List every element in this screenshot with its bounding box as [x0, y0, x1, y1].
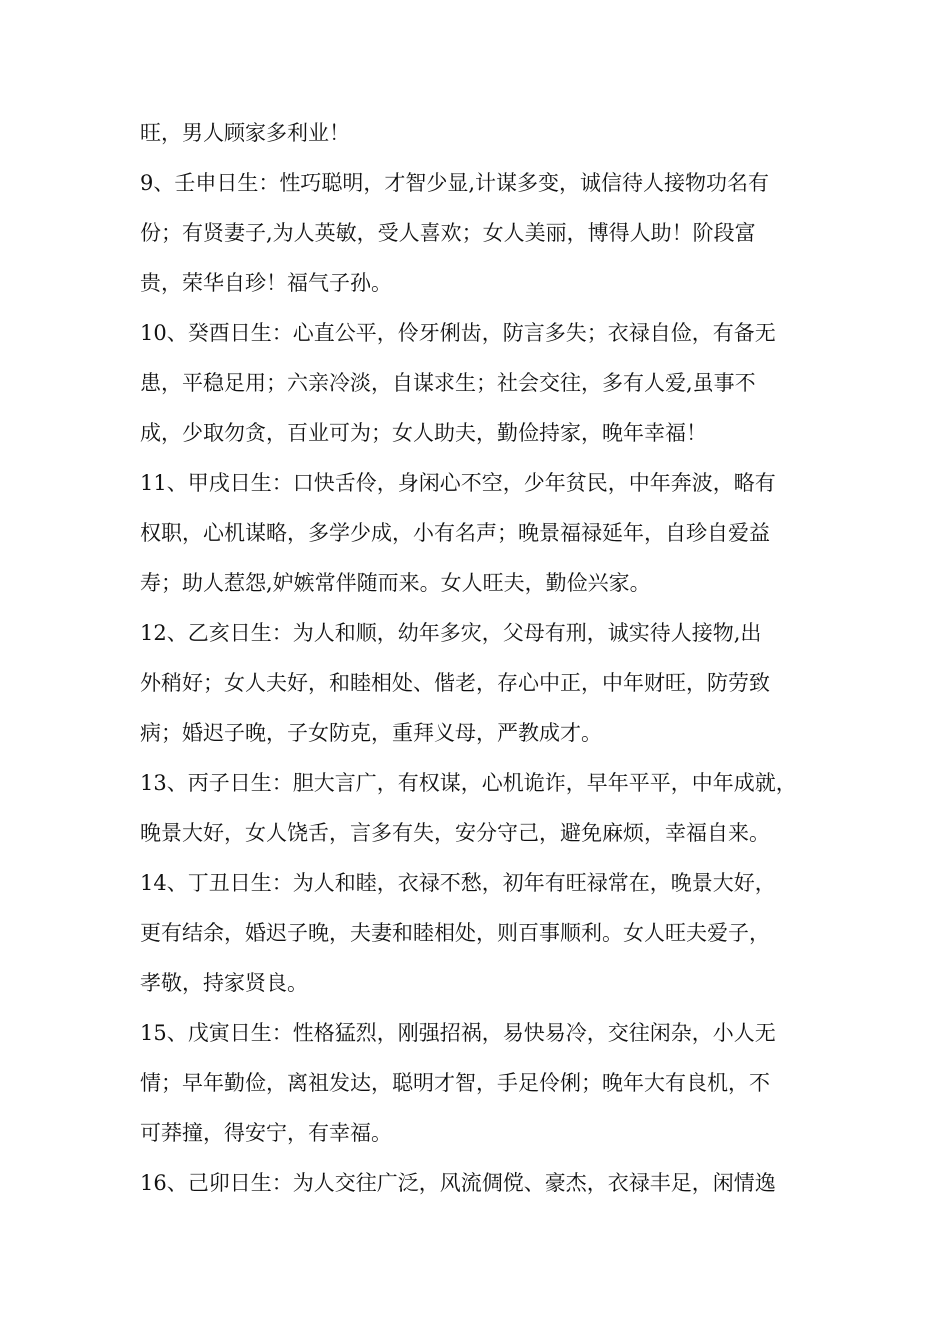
text-line: 11、甲戌日生：口快舌伶，身闲心不空，少年贫民，中年奔波，略有: [140, 471, 776, 495]
text-line: 情；早年勤俭，离祖发达，聪明才智，手足伶俐；晚年大有良机，不: [140, 1071, 770, 1095]
text-line: 旺，男人顾家多利业！: [140, 121, 350, 145]
text-line: 病；婚迟子晚，子女防克，重拜义母，严教成才。: [140, 721, 602, 745]
text-line: 寿；助人惹怨,妒嫉常伴随而来。女人旺夫，勤俭兴家。: [140, 571, 651, 595]
entry-13: [140, 758, 830, 858]
text-line: 晚景大好，女人饶舌，言多有失，安分守己，避免麻烦，幸福自来。: [140, 821, 770, 845]
text-line: 9、壬申日生：性巧聪明，才智少显,计谋多变，诚信待人接物功名有: [140, 171, 770, 195]
text-line: 孝敬，持家贤良。: [140, 971, 308, 995]
entry-continuation: [140, 108, 830, 158]
entry-10: [140, 308, 830, 458]
text-line: 更有结余，婚迟子晚，夫妻和睦相处，则百事顺利。女人旺夫爱子，: [140, 921, 770, 945]
entry-12: [140, 608, 830, 758]
text-line: 成，少取勿贪，百业可为；女人助夫，勤俭持家，晚年幸福！: [140, 421, 707, 445]
text-line: 14、丁丑日生：为人和睦，衣禄不愁，初年有旺禄常在，晚景大好，: [140, 871, 776, 895]
entry-16: [140, 1158, 830, 1208]
text-line: 外稍好；女人夫好，和睦相处、偕老，存心中正，中年财旺，防劳致: [140, 671, 770, 695]
text-line: 权职，心机谋略，多学少成，小有名声；晚景福禄延年，自珍自爱益: [140, 521, 770, 545]
text-line: 10、癸酉日生：心直公平，伶牙俐齿，防言多失；衣禄自俭，有备无: [140, 321, 776, 345]
entry-11: [140, 458, 830, 608]
text-line: 15、戊寅日生：性格猛烈，刚强招祸，易快易冷，交往闲杂，小人无: [140, 1021, 776, 1045]
entry-9: [140, 158, 830, 308]
entry-15: [140, 1008, 830, 1158]
text-line: 16、己卯日生：为人交往广泛，风流倜傥、豪杰，衣禄丰足，闲情逸: [140, 1171, 776, 1195]
entry-14: [140, 858, 830, 1008]
text-line: 贵，荣华自珍！福气子孙。: [140, 271, 392, 295]
text-line: 患，平稳足用；六亲冷淡，自谋求生；社会交往，多有人爱,虽事不: [140, 371, 756, 395]
text-line: 份；有贤妻子,为人英敏，受人喜欢；女人美丽，博得人助！阶段富: [140, 221, 756, 245]
text-line: 13、丙子日生：胆大言广，有权谋，心机诡诈，早年平平，中年成就，: [140, 771, 797, 795]
text-line: 12、乙亥日生：为人和顺，幼年多灾，父母有刑，诚实待人接物,出: [140, 621, 762, 645]
document-body: [140, 108, 830, 1208]
text-line: 可莽撞，得安宁，有幸福。: [140, 1121, 392, 1145]
